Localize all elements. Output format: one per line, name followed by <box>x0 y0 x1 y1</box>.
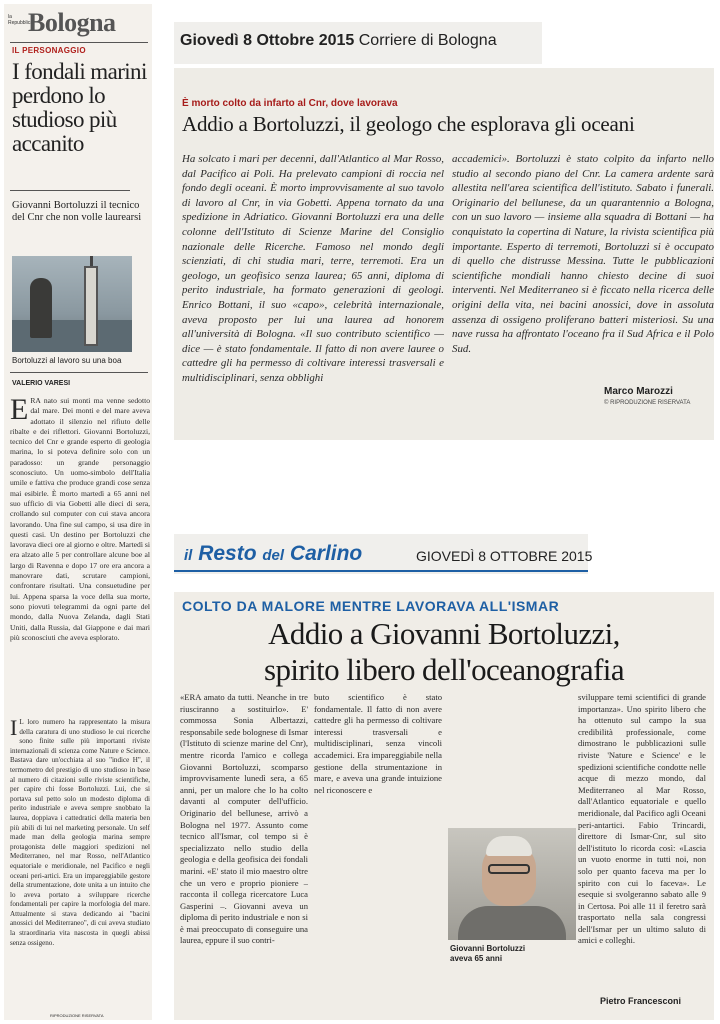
date-text: GIOVEDÌ 8 OTTOBRE 2015 <box>416 548 593 564</box>
corriere-date-bar <box>174 22 542 64</box>
byline: VALERIO VARESI <box>12 380 71 387</box>
caption-line: Giovanni Bortoluzzi <box>450 944 526 953</box>
kicker: È morto colto da infarto al Cnr, dove lavorava <box>182 98 398 109</box>
headline-line: Addio a Giovanni Bortoluzzi, <box>268 616 620 651</box>
body-shape <box>458 906 566 940</box>
headline: Addio a Bortoluzzi, il geologo che esplorava gli oceani <box>182 112 635 136</box>
dropcap: I <box>10 718 18 740</box>
photo-caption <box>450 944 525 964</box>
city-title: Bologna <box>28 8 116 37</box>
portrait-photo <box>448 828 576 940</box>
logo-part: Resto <box>198 542 257 565</box>
author-signature: Pietro Francesconi <box>600 996 682 1006</box>
article-column-2: accademici». Bortoluzzi è stato colpito da infarto nello studio al secondo piano del Cnr. La camera ardente sarà allestita nell'area scientifica dell'istituto. Sabato i funerali. Originario del bellunese, da un quarantennio a Bologna, con un suo lavoro — insieme alla squadra di Bottani — ha conquistato la copertina di Nature, la rivista scientifica più importante. Esperto di terremoti, Bortoluzzi si è occupato di quello che distrusse Messina. Tutte le pubblicazioni scientifiche mondiali hanno chiesto decine di suoi interventi. Nel Mediterraneo si è ficcato nella ricerca delle origini della vita, nei bacini anossici, dove in assoluta assenza di ossigeno proliferano batteri misteriosi. Su una nave russa ha affrontato l'oceano fra il Sud Africa e il Polo Sud. <box>452 153 714 355</box>
hair-shape <box>486 836 532 856</box>
masthead <box>8 8 148 40</box>
carlino-date-bar <box>174 534 593 574</box>
subheadline: Giovanni Bortoluzzi il tecnico del Cnr che non volle laurearsi <box>12 200 142 223</box>
date-line <box>180 32 497 50</box>
carlino-logo <box>184 542 362 566</box>
rights-notice: © RIPRODUZIONE RISERVATA <box>604 400 691 406</box>
date-text: Giovedì 8 Ottobre 2015 <box>180 32 355 49</box>
glasses-shape <box>488 864 530 874</box>
article-body-1 <box>10 396 150 704</box>
body-text: L loro numero ha rappresentato la misura della caratura di uno studioso le cui ricerche sono finite sulle più importanti riviste internazionali di scienza come Nature e Science. Bastava dare un'occhiata al suo "indice H", il termometro del prestigio di uno studioso in base al numero di citazioni sulle riviste scientifiche, per capire chi fosse Bortoluzzi. Lui, che si portava sul petto solo un modesto diploma di perito industriale e aveva sempre snobbato la laurea, doppiava i cattedratici della materia ben più abili di lui nel marketing personale. Un self made man della geologia marina sempre protagonista delle maggiori spedizioni nel Mediterraneo, nel mar Rosso, nell'Atlantico equatoriale e meridionale, nel Pacifico e negli oceani peri-artici. Era un impareggiabile gestore della strumentazione, dote unita a un intuito che lo aveva portato a sviluppare ricerche fondamentali per capire la morfologia del mare. Attualmente si stava dedicando ai "bacini anossici del Mediterraneo", di cui aveva studiato la straordinaria vita nascosta in quegli abissi senza ossigeno. <box>10 718 150 947</box>
caption-line: aveva 65 anni <box>450 954 503 963</box>
body-text: RA nato sui monti ma venne sedotto dal mare. Dei monti e del mare aveva adottato il silenzio nel rifiuto delle ribalte e dei riflettori. Giovanni Bortoluzzi, tecnico del Cnr e grande esperto di geologia marina, lo si poteva definire solo con un paradosso: un grande personaggio sconosciuto. Un uomo-simbolo dell'Italia umile e fattiva che produce grandi cose senza mai esibirle. È morto martedì a 65 anni nel suo ufficio di via Gobetti alle dieci di sera, crollando sul computer con cui stava ancora lavorando. Una fine sul campo, si usa dire in questi casi. Un destino per Bortoluzzi che lavorava dieci ore al giorno e oltre. Martedì si era alzato alle 5 per controllare alcune boe al largo di Ravenna e dopo 17 ore era ancora a manovrare dati, scrutare campioni, confrontare risultati. Una consuetudine per lui. Appena sparsa la voce della sua morte, sono piovuti telegrammi da ogni parte del mondo, dalla Nuova Zelanda, dagli Stati Uniti, dalla Russia, dal Giappone e dai mari più sconosciuti che aveva esplorato. <box>10 396 150 642</box>
logo-part: il <box>184 547 193 564</box>
paper-mini-logo: la Repubblica <box>8 14 34 26</box>
person-silhouette <box>30 278 52 338</box>
photo-caption: Bortoluzzi al lavoro su una boa <box>12 356 122 365</box>
author-signature: Marco Marozzi <box>604 386 673 397</box>
divider <box>10 372 148 373</box>
dropcap: E <box>10 396 29 426</box>
photo-buoy <box>12 256 132 352</box>
paper-name: Corriere di Bologna <box>358 32 497 49</box>
headline <box>174 616 714 688</box>
repubblica-clip <box>4 4 152 1020</box>
kicker: IL PERSONAGGIO <box>12 46 86 55</box>
article-column-1: Ha solcato i mari per decenni, dall'Atlantico al Mar Rosso, dal Pacifico ai Poli. Ha prelevato campioni di roccia nel fondo degli oceani. È morto improvvisamente al suo tavolo di lavoro al Cnr, in via Gobetti. Appena tornato da una spedizione in Adriatico. Giovanni Bortoluzzi era una delle colonne dell'Istituto di Scienze Marine del Consiglio nazionale delle Ricerche. Famoso nel mondo degli scienziati, di chi studia mari, terre, terremoti. Era un geologo, un geofisico senza laurea; 65 anni, diploma di perito industriale, ha formato generazioni di geologi. Enrico Bottani, il suo «capo», celebrità internazionale, aveva proposto per lui una laurea ad honorem all'università di Bologna. «Il suo contributo scientifico — dice — è stato fondamentale. Il fatto di non avere lauree o cattedre gli ha permesso di coltivare interessi trasversali e multidisciplinari, senza obblighi <box>182 153 444 384</box>
headline: I fondali marini perdono lo studioso più accanito <box>12 59 147 156</box>
divider <box>174 570 588 572</box>
buoy-shape <box>84 266 98 346</box>
logo-part: Carlino <box>289 542 363 565</box>
divider <box>10 190 130 191</box>
corriere-clip <box>174 68 714 440</box>
kicker: COLTO DA MALORE MENTRE LAVORAVA ALL'ISMAR <box>182 598 560 614</box>
article-column-2: buto scientifico è stato fondamentale. Il fatto di non avere cattedre gli ha permesso di coltivare interessi trasversali e multidisciplinari, senza vincoli accademici. Era impareggiabile nella gestione della strumentazione in mare, e aveva una grande intuizione nel riconoscere e <box>314 692 442 795</box>
carlino-clip <box>174 592 714 1020</box>
headline-line: spirito libero dell'oceanografia <box>264 652 624 687</box>
article-body-2 <box>10 718 150 1018</box>
article-column-3: sviluppare temi scientifici di grande importanza». Uno spirito libero che ha ottenuto sul campo la sua credibilità professionale, come dimostrano le pubblicazioni sulle riviste 'Nature e Science' e le spedizioni scientifiche condotte nelle acque di mezzo mondo, dal Mediterraneo al Mar Rosso, dall'Atlantico equatoriale e quello meridionale, dal Pacifico agli Oceani peri-antartici. Fabio Trincardi, direttore di Ismar-Cnr, sul sito dell'istituto lo ricorda così: «Lascia un vuoto enorme in tutti noi, non solo per quanto faceva ma per lo spirito con cui lo faceva». Le esequie si svolgeranno sabato alle 9 in Certosa. Poi alle 11 il feretro sarà trasportato nella sala congressi dell'Ismar per un ultimo saluto di amici e colleghi. <box>578 692 706 946</box>
article-column-1: «ERA amato da tutti. Neanche in tre riusciranno a sostituirlo». E' commossa Sonia Albertazzi, responsabile sede bolognese di Ismar (l'Istituto di scienze marine del Cnr), mentre ricorda l'amico e collega Giovanni Bortoluzzi, scomparso improvvisamente lunedì sera, a 65 anni, per un malore che lo ha colto davanti al computer dell'ufficio. Originario del bellunese, arrivò a Bologna nel 1977. Assunto come tecnico all'Ismar, col tempo si è specializzato nello studio della geologia e della geofisica dei fondali marini. «E' stato il mio maestro oltre che un vero e proprio pioniere – racconta il collega ricercatore Luca Gasperini –. Giovanni aveva un diploma di perito industriale e non si è mai preoccupato di conseguire una laurea, eppure il suo contri- <box>180 692 308 946</box>
footer-rights: RIPRODUZIONE RISERVATA <box>50 1013 104 1018</box>
logo-part: del <box>262 547 285 564</box>
divider <box>10 42 148 43</box>
